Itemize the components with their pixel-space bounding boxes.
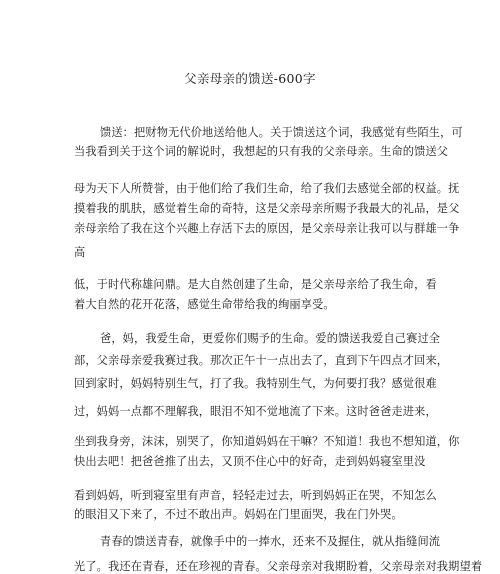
text-line: 的眼泪又下来了，不过不敢出声。妈妈在门里面哭，我在门外哭。	[74, 508, 403, 521]
text-line: 馈送：把财物无代价地送给他人。关于馈送这个词，我感觉有些陌生，可	[100, 126, 463, 139]
text-line: 摸着我的肌肤，感觉着生命的奇特，这是父亲母亲所赐予我最大的礼品，是父	[74, 202, 460, 215]
text-line: 青春的馈送青春，就像手中的一捧水，还来不及握住，就从指缝间流	[100, 535, 441, 548]
document-title: 父亲母亲的馈送-600字	[184, 71, 316, 86]
text-line: 当我看到关于这个词的解说时，我想起的只有我的父亲母亲。生命的馈送父	[74, 145, 449, 158]
text-line: 回到家时，妈妈特别生气，打了我。我特别生气，为何要打我？感觉很难	[74, 377, 437, 390]
text-line: 高	[74, 246, 86, 259]
text-line: 看到妈妈，听到寝室里有声音，轻轻走过去，听到妈妈正在哭，不知怎么	[74, 489, 437, 502]
text-line: 过，妈妈一点都不理解我，眼泪不知不觉地流了下来。这时爸爸走进来，	[74, 405, 437, 418]
text-line: 爸，妈，我爱生命，更爱你们赐予的生命。爱的馈送我爱自己赛过全	[100, 332, 441, 345]
text-line: 亲母亲给了我在这个兴趣上存活下去的原因，是父亲母亲让我可以与群雄一争	[74, 222, 460, 235]
text-line: 光了。我还在青春，还在珍视的青春。父亲母亲对我期盼着，父亲母亲对我期望着	[74, 560, 483, 573]
text-line: 部，父亲母亲爱我赛过我。那次正午十一点出去了，直到下午四点才回来，	[74, 354, 449, 367]
text-line: 着大自然的花开花落，感觉生命带给我的绚丽享受。	[74, 298, 335, 311]
text-line: 母为天下人所赞誉，由于他们给了我们生命，给了我们去感觉全部的权益。抚	[74, 182, 460, 195]
text-line: 低，于时代称雄问鼎。是大自然创建了生命，是父亲母亲给了我生命，看	[74, 278, 437, 291]
text-line: 坐到我身旁，沫沫，别哭了，你知道妈妈在干嘛？不知道！我也不想知道，你	[74, 435, 460, 448]
text-line: 快出去吧！把爸爸推了出去，又顶不住心中的好奇，走到妈妈寝室里没	[74, 455, 426, 468]
